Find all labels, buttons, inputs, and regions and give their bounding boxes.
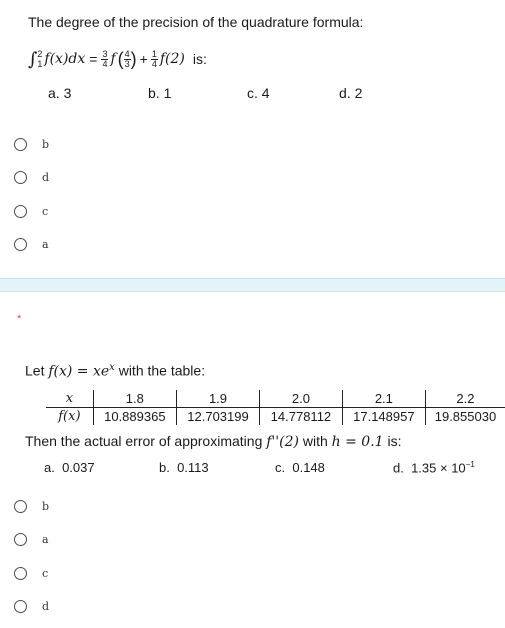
q1-radio-label: a (42, 237, 49, 251)
q2-choice-a: a. 0.037 (44, 460, 95, 475)
q1-option-c[interactable] (14, 202, 48, 220)
q1-radio-c[interactable] (14, 205, 27, 218)
table-cell: 2.1 (342, 390, 425, 408)
table-cell: 17.148957 (342, 408, 425, 426)
integral-upper-limit: 2 (37, 49, 43, 59)
formula-suffix: is: (192, 51, 207, 67)
question-2-prompt: Let $f(x) = xe^x$ with the table: (25, 362, 206, 380)
table-cell: 14.778112 (260, 408, 343, 426)
q1-option-d[interactable] (14, 168, 49, 186)
function-f: f (110, 51, 116, 67)
table-row-label: x (46, 390, 93, 408)
table-cell: 10.889365 (93, 408, 176, 426)
table-cell: 12.703199 (176, 408, 259, 426)
q2-option-c[interactable] (14, 564, 48, 582)
plus-sign: + (139, 51, 148, 67)
q2-radio-d[interactable] (14, 600, 27, 613)
question-1-prompt: The degree of the precision of the quadrature formula: (28, 14, 364, 30)
table-row-label: f(x) (58, 409, 81, 424)
table-row-x (46, 390, 505, 408)
q2-radio-label: b (42, 499, 50, 513)
integrand: f(x)dx (44, 51, 86, 67)
q1-radio-label: d (42, 170, 50, 184)
q1-option-a[interactable] (14, 235, 49, 253)
table-cell: 2.2 (425, 390, 505, 408)
question-divider (0, 278, 505, 292)
q2-option-b[interactable] (14, 497, 49, 515)
q2-radio-label: c (42, 566, 49, 580)
q2-radio-label: d (42, 599, 50, 613)
integral-lower-limit: 1 (37, 59, 43, 69)
q2-choice-d: d. $1.35 \times 10^{-1}$ (393, 460, 475, 476)
table-cell: 1.9 (176, 390, 259, 408)
question-1-formula: ∫ 2 1 f(x)dx = $\frac{3}{4}$ f ( $\frac{4}{3}$ ) + $\frac{1}{4}$ f(2) is: (28, 48, 207, 70)
integral-sign: ∫ (28, 48, 38, 70)
q1-radio-label: c (42, 204, 49, 218)
table-cell: 1.8 (93, 390, 176, 408)
required-marker: * (17, 313, 22, 325)
table-cell: 2.0 (260, 390, 343, 408)
q2-option-a[interactable] (14, 530, 49, 548)
q1-radio-a[interactable] (14, 238, 27, 251)
equals-sign: = (89, 51, 98, 67)
fraction-1-4: $\frac{1}{4}$ (151, 48, 157, 69)
function-f-of-2: f(2) (159, 51, 185, 67)
q2-radio-c[interactable] (14, 567, 27, 580)
integral-limits (37, 49, 42, 69)
q1-option-b[interactable] (14, 135, 49, 153)
q1-choice-b: b. 1 (148, 85, 172, 101)
question-2-ask: Then the actual error of approximating f''(2) with h = 0.1 is: (25, 433, 402, 450)
table-row-fx (46, 408, 505, 426)
q1-choice-c: c. 4 (247, 85, 270, 101)
q1-choice-d: d. 2 (339, 85, 363, 101)
q1-radio-d[interactable] (14, 171, 27, 184)
values-table (46, 390, 505, 425)
q2-radio-a[interactable] (14, 533, 27, 546)
q1-radio-label: b (42, 137, 50, 151)
q2-radio-b[interactable] (14, 500, 27, 513)
q2-choice-c: c. 0.148 (275, 460, 325, 475)
q1-choice-a: a. 3 (48, 85, 72, 101)
q2-option-d[interactable] (14, 597, 49, 615)
q2-choice-b: b. 0.113 (159, 460, 209, 475)
table-cell: 19.855030 (425, 408, 505, 426)
fraction-4-3: $\frac{4}{3}$ (124, 48, 130, 69)
fraction-3-4: $\frac{3}{4}$ (102, 48, 108, 69)
q1-radio-b[interactable] (14, 138, 27, 151)
q2-radio-label: a (42, 532, 49, 546)
